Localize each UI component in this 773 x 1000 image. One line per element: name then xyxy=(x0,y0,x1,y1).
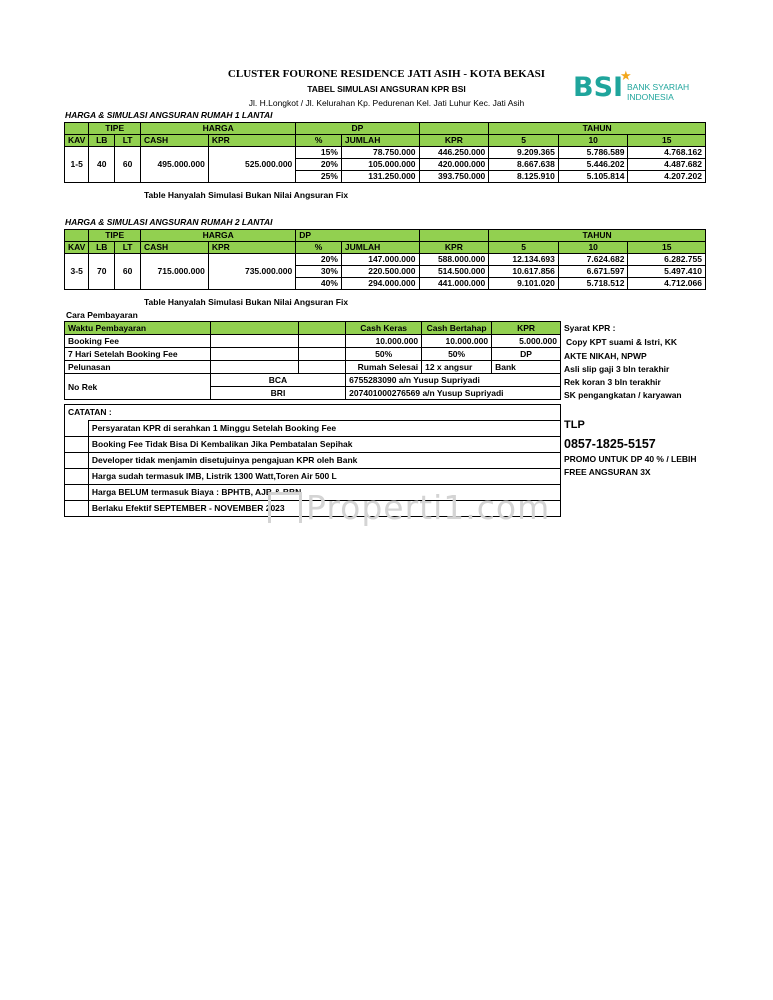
col-cash-keras: Cash Keras xyxy=(346,322,422,335)
col-5-tahun: 5 xyxy=(489,242,559,254)
cell-kpr: Bank xyxy=(492,361,561,374)
cell-lt: 60 xyxy=(115,254,141,290)
bank-account: 6755283090 a/n Yusup Supriyadi xyxy=(346,374,561,387)
cell-pct: 15% xyxy=(296,147,342,159)
col-cash: CASH xyxy=(141,242,209,254)
cell-cash-bertahap: 10.000.000 xyxy=(422,335,492,348)
cell-lb: 40 xyxy=(89,147,115,183)
payment-label: Pelunasan xyxy=(65,361,211,374)
cell-lb: 70 xyxy=(89,254,115,290)
cell-cash-bertahap: 12 x angsur xyxy=(422,361,492,374)
cell-pct: 30% xyxy=(296,266,342,278)
bsi-logo-abbr: BSI xyxy=(573,72,624,103)
catatan-item: Booking Fee Tidak Bisa Di Kembalikan Jika Pembatalan Sepihak xyxy=(88,437,560,453)
cell-5: 9.101.020 xyxy=(489,278,559,290)
payment-table xyxy=(64,321,561,400)
cell-5: 12.134.693 xyxy=(489,254,559,266)
syarat-item: SK pengangkatan / karyawan xyxy=(564,390,682,400)
watermark-text: Properti1.com xyxy=(306,488,551,527)
col-kpr: KPR xyxy=(208,242,295,254)
payment-row xyxy=(65,348,561,361)
table-subheader-row xyxy=(65,242,706,254)
col-pct: % xyxy=(296,135,342,147)
cell-jumlah: 105.000.000 xyxy=(341,159,419,171)
catatan-item: Persyaratan KPR di serahkan 1 Minggu Setelah Booking Fee xyxy=(88,421,560,437)
col-jumlah: JUMLAH xyxy=(341,242,419,254)
cell-5: 9.209.365 xyxy=(489,147,559,159)
col-kpr: KPR xyxy=(492,322,561,335)
syarat-item: Copy KPT suami & Istri, KK xyxy=(566,337,677,347)
cell-jumlah: 220.500.000 xyxy=(341,266,419,278)
col-10-tahun: 10 xyxy=(558,135,628,147)
cell-15: 4.712.066 xyxy=(628,278,706,290)
cell-10: 5.446.202 xyxy=(558,159,628,171)
cell-15: 4.207.202 xyxy=(628,171,706,183)
syarat-item: Asli slip gaji 3 bln terakhir xyxy=(564,364,670,374)
col-lb: LB xyxy=(89,242,115,254)
catatan-item: Harga sudah termasuk IMB, Listrik 1300 Watt,Toren Air 500 L xyxy=(88,469,560,485)
building-icon xyxy=(268,492,302,523)
bsi-logo-name xyxy=(627,82,689,102)
payment-label: Booking Fee xyxy=(65,335,211,348)
catatan-title: CATATAN : xyxy=(65,405,561,421)
simulation-note-1: Table Hanyalah Simulasi Bukan Nilai Angsuran Fix xyxy=(144,190,349,200)
cell-pct: 25% xyxy=(296,171,342,183)
bsi-logo xyxy=(573,68,713,110)
cell-kpr: 441.000.000 xyxy=(419,278,489,290)
syarat-item: AKTE NIKAH, NPWP xyxy=(564,351,647,361)
col-cash: CASH xyxy=(141,135,209,147)
bank-name: BCA xyxy=(210,374,345,387)
col-10-tahun: 10 xyxy=(558,242,628,254)
simulation-table-2-lantai xyxy=(64,229,706,290)
payment-row xyxy=(65,335,561,348)
col-waktu-pembayaran: Waktu Pembayaran xyxy=(65,322,211,335)
catatan-item: Berlaku Efektif SEPTEMBER - NOVEMBER 2023 xyxy=(88,501,560,517)
col-lb: LB xyxy=(89,135,115,147)
cell-kpr: 420.000.000 xyxy=(419,159,489,171)
cell-cash: 495.000.000 xyxy=(141,147,209,183)
col-harga: HARGA xyxy=(141,123,296,135)
document-subtitle: TABEL SIMULASI ANGSURAN KPR BSI xyxy=(307,84,466,94)
catatan-item: Developer tidak menjamin disetujuinya pengajuan KPR oleh Bank xyxy=(88,453,560,469)
list-item xyxy=(65,437,561,453)
cell-kpr: 5.000.000 xyxy=(492,335,561,348)
bank-row xyxy=(65,374,561,387)
cell-kav: 1-5 xyxy=(65,147,89,183)
cell-5: 10.617.856 xyxy=(489,266,559,278)
cell-lt: 60 xyxy=(115,147,141,183)
bsi-logo-line2: INDONESIA xyxy=(627,92,674,102)
star-icon: ★ xyxy=(620,68,632,83)
table-row xyxy=(65,254,706,266)
cell-kpr: 514.500.000 xyxy=(419,266,489,278)
col-tahun: TAHUN xyxy=(489,230,706,242)
list-item xyxy=(65,453,561,469)
col-kav: KAV xyxy=(65,135,89,147)
payment-row xyxy=(65,361,561,374)
cell-kpr-price: 735.000.000 xyxy=(208,254,295,290)
cell-kpr: 393.750.000 xyxy=(419,171,489,183)
col-cash-bertahap: Cash Bertahap xyxy=(422,322,492,335)
table-header-row xyxy=(65,123,706,135)
col-dp: DP xyxy=(296,123,419,135)
cell-cash-bertahap: 50% xyxy=(422,348,492,361)
cell-kav: 3-5 xyxy=(65,254,89,290)
cell-15: 5.497.410 xyxy=(628,266,706,278)
cell-15: 4.768.162 xyxy=(628,147,706,159)
promo-text: PROMO UNTUK DP 40 % / LEBIH xyxy=(564,454,697,464)
table-header-row xyxy=(65,230,706,242)
col-pct: % xyxy=(296,242,342,254)
cell-kpr: 588.000.000 xyxy=(419,254,489,266)
col-lt: LT xyxy=(115,135,141,147)
list-item xyxy=(65,421,561,437)
cell-5: 8.667.638 xyxy=(489,159,559,171)
col-tipe: TIPE xyxy=(89,230,141,242)
contact-label: TLP xyxy=(564,419,585,431)
col-dp: DP xyxy=(296,230,419,242)
col-jumlah: JUMLAH xyxy=(341,135,419,147)
list-item xyxy=(65,469,561,485)
cell-10: 5.786.589 xyxy=(558,147,628,159)
payment-label: 7 Hari Setelah Booking Fee xyxy=(65,348,211,361)
cell-jumlah: 131.250.000 xyxy=(341,171,419,183)
col-kpr: KPR xyxy=(208,135,295,147)
bsi-logo-line1: BANK SYARIAH xyxy=(627,82,690,92)
cell-10: 6.671.597 xyxy=(558,266,628,278)
cell-kpr: DP xyxy=(492,348,561,361)
cell-10: 5.718.512 xyxy=(558,278,628,290)
col-15-tahun: 15 xyxy=(628,135,706,147)
col-lt: LT xyxy=(115,242,141,254)
payment-header-row xyxy=(65,322,561,335)
col-harga: HARGA xyxy=(141,230,296,242)
contact-phone: 0857-1825-5157 xyxy=(564,437,656,451)
col-tahun: TAHUN xyxy=(489,123,706,135)
cell-pct: 20% xyxy=(296,159,342,171)
cell-5: 8.125.910 xyxy=(489,171,559,183)
col-15-tahun: 15 xyxy=(628,242,706,254)
col-kav: KAV xyxy=(65,242,89,254)
bank-account: 207401000276569 a/n Yusup Supriyadi xyxy=(346,387,561,400)
col-kpr-amount: KPR xyxy=(419,135,489,147)
syarat-item: Rek koran 3 bln terakhir xyxy=(564,377,661,387)
cell-kpr: 446.250.000 xyxy=(419,147,489,159)
section-title-1-lantai: HARGA & SIMULASI ANGSURAN RUMAH 1 LANTAI xyxy=(65,110,273,120)
catatan-item: Harga BELUM termasuk Biaya : BPHTB, AJB & BBN xyxy=(88,485,560,501)
col-tipe: TIPE xyxy=(89,123,141,135)
cell-10: 5.105.814 xyxy=(558,171,628,183)
catatan-header-row xyxy=(65,405,561,421)
section-title-2-lantai: HARGA & SIMULASI ANGSURAN RUMAH 2 LANTAI xyxy=(65,217,273,227)
watermark xyxy=(268,488,550,527)
cell-jumlah: 147.000.000 xyxy=(341,254,419,266)
payment-title: Cara Pembayaran xyxy=(66,310,138,320)
cell-15: 4.487.682 xyxy=(628,159,706,171)
col-kpr-amount: KPR xyxy=(419,242,489,254)
simulation-table-1-lantai xyxy=(64,122,706,183)
cell-cash-keras: 10.000.000 xyxy=(346,335,422,348)
project-address: Jl. H.Longkot / Jl. Kelurahan Kp. Pedurenan Kel. Jati Luhur Kec. Jati Asih xyxy=(248,98,525,108)
cell-jumlah: 78.750.000 xyxy=(341,147,419,159)
document-title: CLUSTER FOURONE RESIDENCE JATI ASIH - KOTA BEKASI xyxy=(227,68,546,80)
syarat-title: Syarat KPR : xyxy=(564,323,616,333)
free-angsuran-text: FREE ANGSURAN 3X xyxy=(564,467,651,477)
col-5-tahun: 5 xyxy=(489,135,559,147)
table-subheader-row xyxy=(65,135,706,147)
cell-pct: 40% xyxy=(296,278,342,290)
cell-cash: 715.000.000 xyxy=(141,254,209,290)
bank-name: BRI xyxy=(210,387,345,400)
cell-cash-keras: Rumah Selesai xyxy=(346,361,422,374)
table-row xyxy=(65,147,706,159)
cell-10: 7.624.682 xyxy=(558,254,628,266)
norek-label: No Rek xyxy=(65,374,211,400)
cell-jumlah: 294.000.000 xyxy=(341,278,419,290)
simulation-note-2: Table Hanyalah Simulasi Bukan Nilai Angsuran Fix xyxy=(144,297,349,307)
cell-cash-keras: 50% xyxy=(346,348,422,361)
cell-kpr-price: 525.000.000 xyxy=(208,147,295,183)
cell-pct: 20% xyxy=(296,254,342,266)
cell-15: 6.282.755 xyxy=(628,254,706,266)
